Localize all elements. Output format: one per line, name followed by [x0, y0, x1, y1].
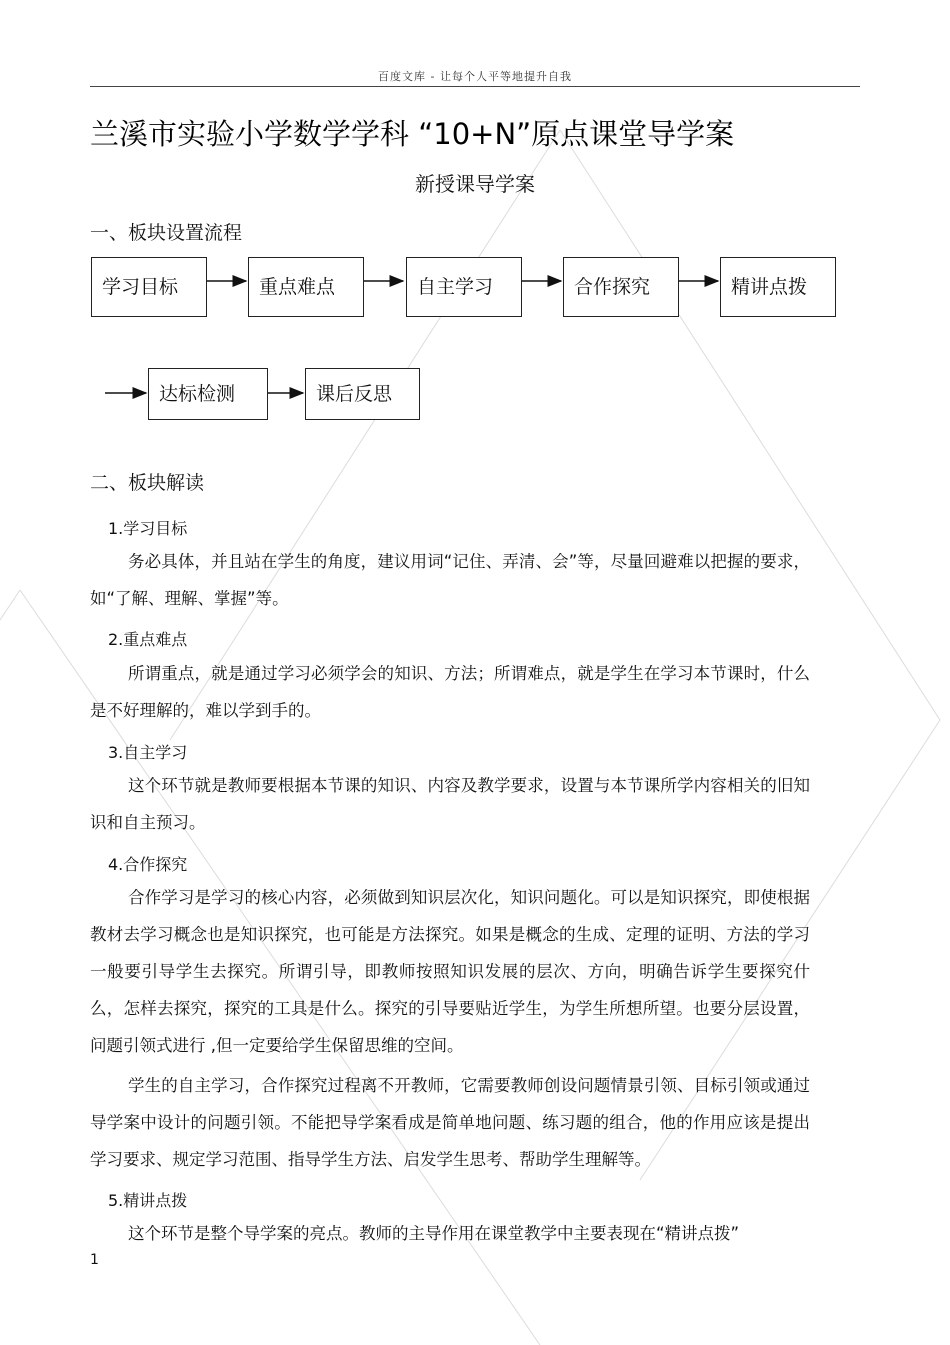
flow-box-key-points: 重点难点	[248, 257, 364, 317]
flow-box-reflection: 课后反思	[305, 368, 420, 420]
item-title-learning-goals: 1.学习目标	[108, 519, 188, 538]
item-title-cooperative-inquiry: 4.合作探究	[108, 855, 188, 874]
document-subtitle: 新授课导学案	[415, 172, 535, 196]
section-heading-interpretation: 二、板块解读	[90, 472, 205, 494]
document-title: 兰溪市实验小学数学学科 “10+N”原点课堂导学案	[90, 117, 735, 151]
section-heading-flow: 一、板块设置流程	[90, 222, 243, 244]
paragraph: 这个环节就是教师要根据本节课的知识、内容及教学要求，设置与本节课所学内容相关的旧知识和自主预习。	[90, 776, 810, 832]
paragraph: 这个环节是整个导学案的亮点。教师的主导作用在课堂教学中主要表现在“精讲点拨”	[128, 1224, 740, 1243]
flow-box-cooperative-inquiry: 合作探究	[563, 257, 679, 317]
flow-box-self-study: 自主学习	[406, 257, 522, 317]
paragraph: 所谓重点，就是通过学习必须学会的知识、方法；所谓难点，就是学生在学习本节课时，什么是不好理解的，难以学到手的。	[90, 664, 810, 720]
item-title-self-study: 3.自主学习	[108, 743, 188, 762]
flow-box-intensive-guidance: 精讲点拨	[720, 257, 836, 317]
item-title-intensive-guidance: 5.精讲点拨	[108, 1191, 188, 1210]
flow-arrows	[0, 0, 950, 450]
flow-box-learning-goals: 学习目标	[91, 257, 207, 317]
paragraph: 务必具体，并且站在学生的角度，建议用词“记住、弄清、会”等，尽量回避难以把握的要求，如“了解、理解、掌握”等。	[90, 552, 810, 608]
flow-box-assessment: 达标检测	[148, 368, 268, 420]
paragraph: 学生的自主学习，合作探究过程离不开教师，它需要教师创设问题情景引领、目标引领或通过导学案中设计的问题引领。不能把导学案看成是简单地问题、练习题的组合，他的作用应该是提出学习要求、规定学习范围、指导学生方法、启发学生思考、帮助学生理解等。	[90, 1076, 810, 1169]
page-header: 百度文库 - 让每个人平等地提升自我	[378, 70, 572, 83]
page-number: 1	[90, 1252, 99, 1268]
paragraph: 合作学习是学习的核心内容，必须做到知识层次化，知识问题化。可以是知识探究，即使根据教材去学习概念也是知识探究，也可能是方法探究。如果是概念的生成、定理的证明、方法的学习一般要引导学生去探究。所谓引导，即教师按照知识发展的层次、方向，明确告诉学生要探究什么，怎样去探究，探究的工具是什么。探究的引导要贴近学生，为学生所想所望。也要分层设置，问题引领式进行 ,但一定要给学生保留思维的空间。	[90, 888, 810, 1055]
item-title-key-points: 2.重点难点	[108, 630, 188, 649]
